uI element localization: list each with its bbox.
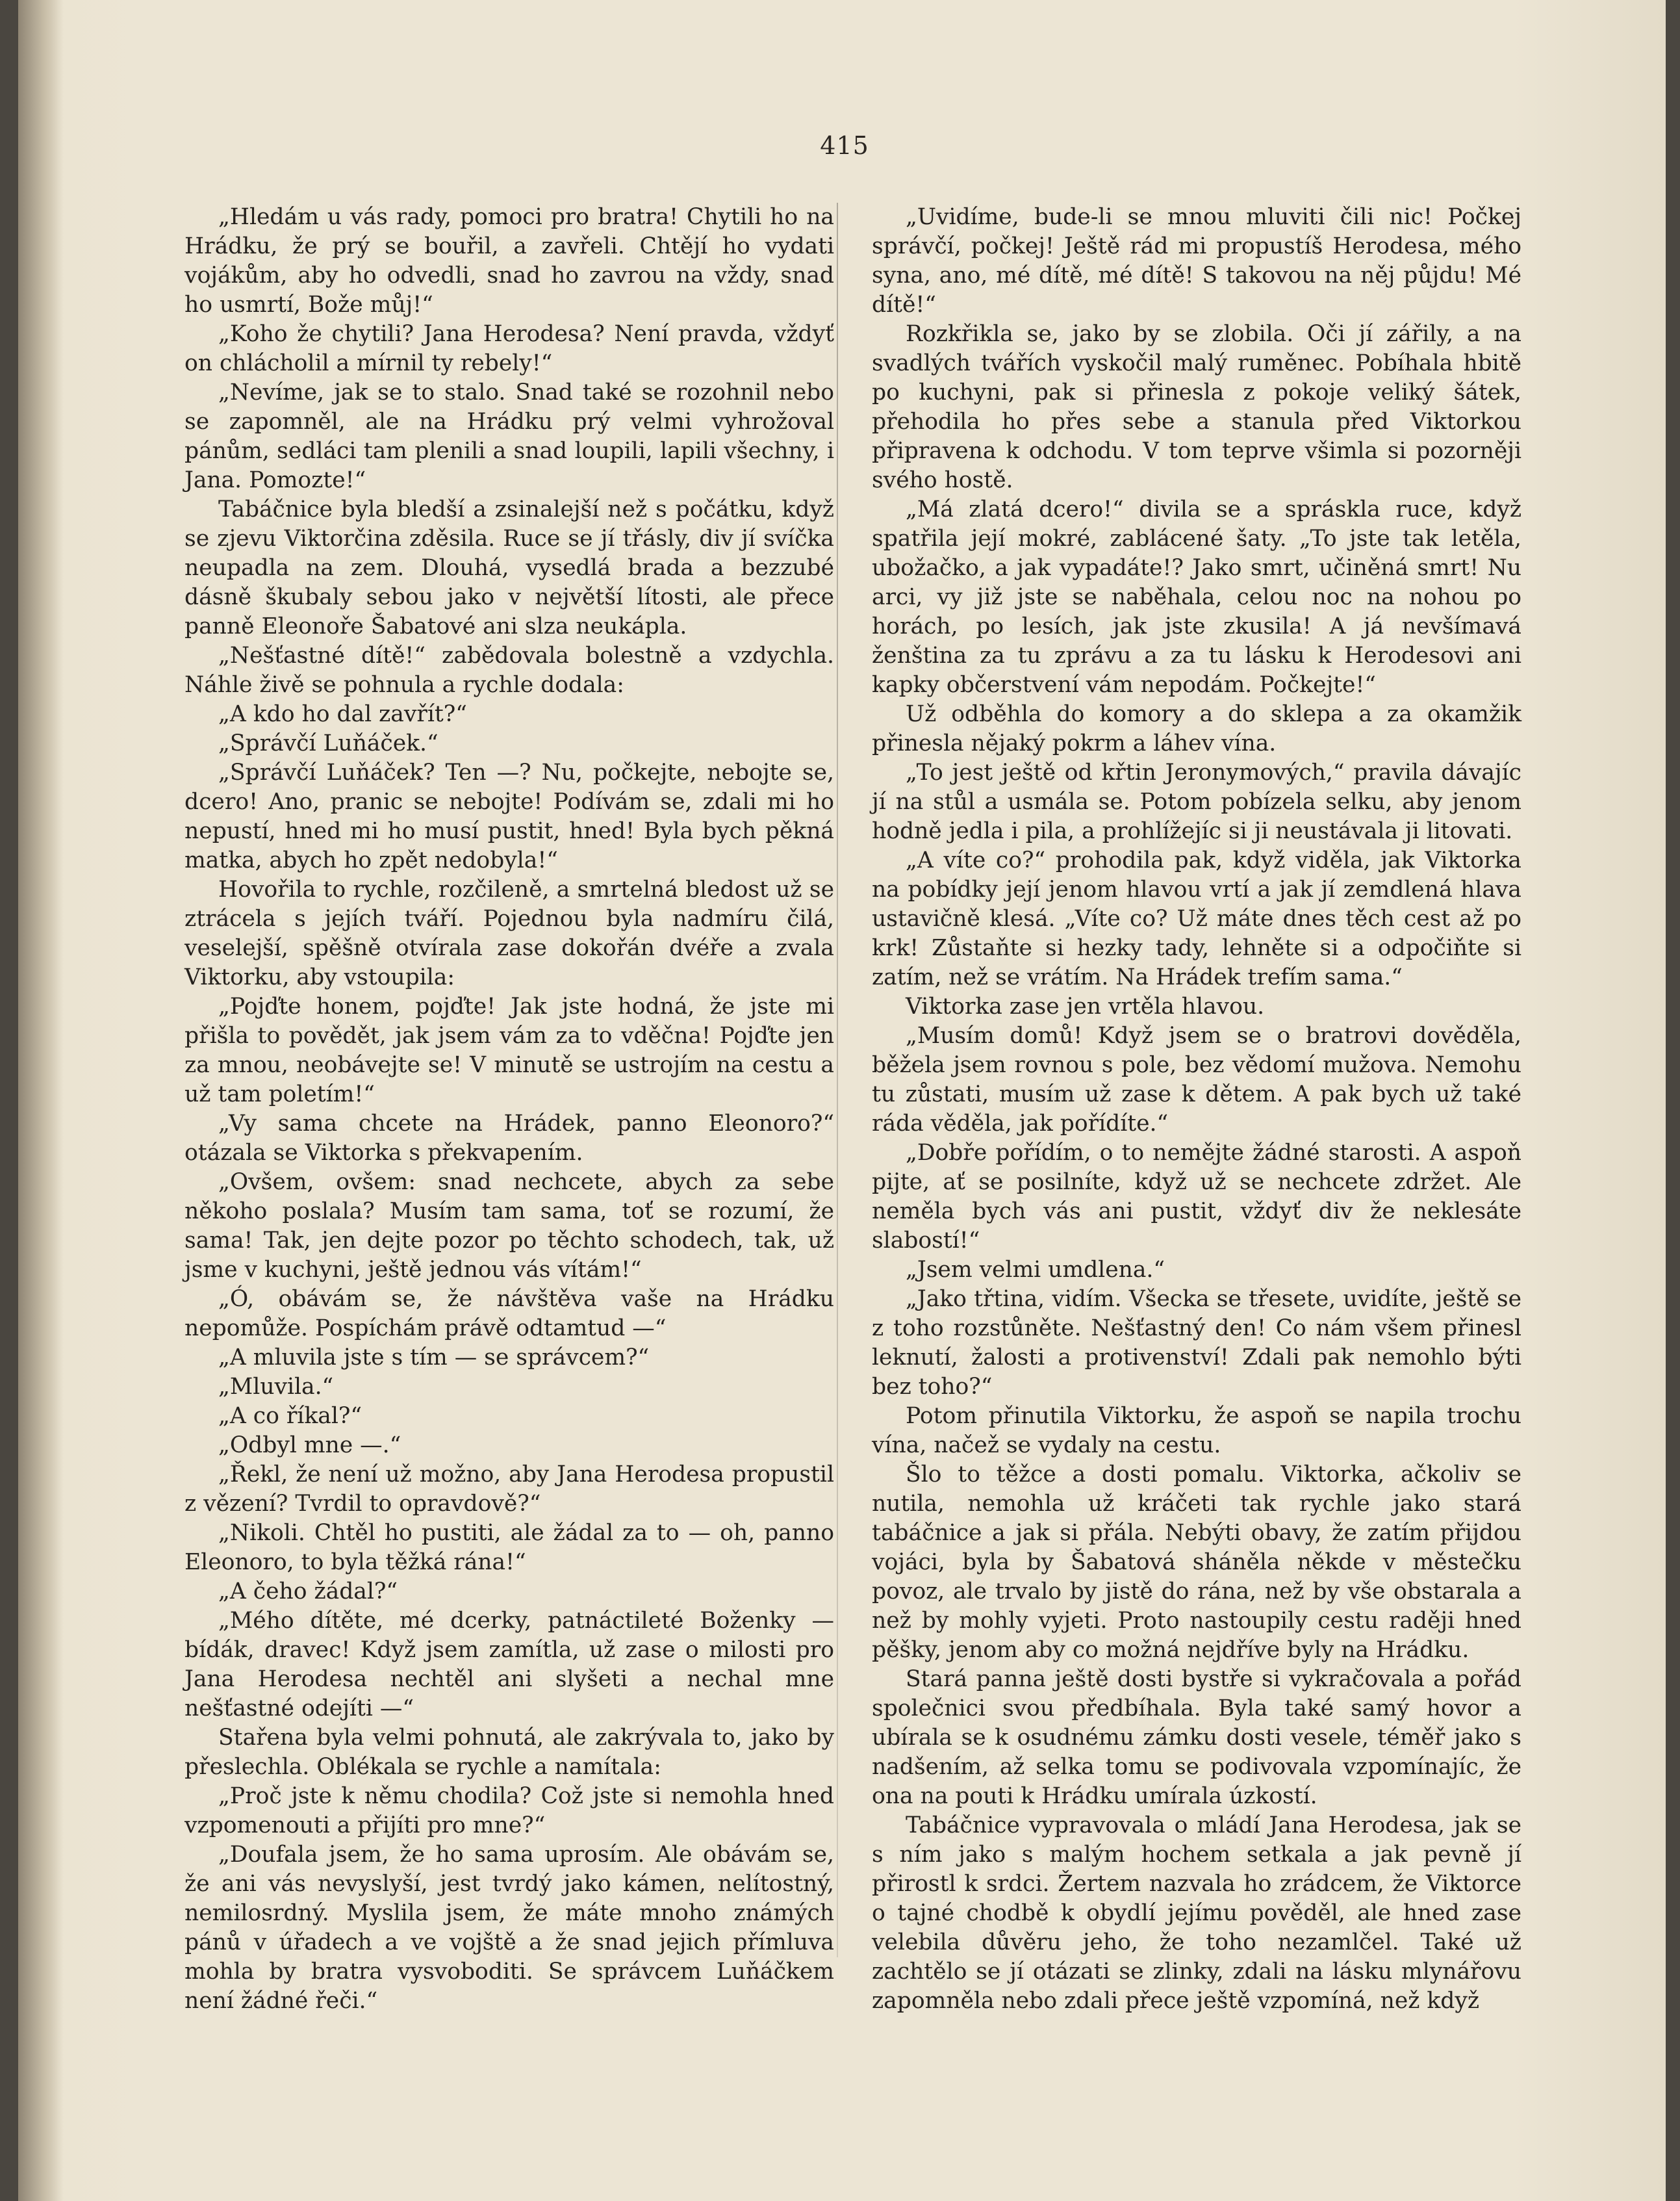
- paragraph: „Správčí Luňáček? Ten —? Nu, počkejte, nebojte se, dcero! Ano, pranic se nebojte! Podívám se, zdali mi ho nepustí, hned mi ho musí pustit, hned! Byla bych pěkná matka, abych ho zpět nedobyla!“: [185, 760, 834, 873]
- paragraph: „Vy sama chcete na Hrádek, panno Eleonoro?“ otázala se Viktorka s překvapením.: [185, 1111, 834, 1166]
- paragraph: Rozkřikla se, jako by se zlobila. Oči jí zářily, a na svadlých tvářích vyskočil malý ruměnec. Pobíhala hbitě po kuchyni, pak si přinesla z pokoje veliký šátek, přehodila ho přes sebe a stanula před Viktorkou připravena k odchodu. V tom teprve všimla si pozorněji svého hostě.: [872, 321, 1521, 493]
- paragraph: „A mluvila jste s tím — se správcem?“: [218, 1345, 650, 1371]
- paragraph: Potom přinutila Viktorku, že aspoň se napila trochu vína, načež se vydaly na cestu.: [872, 1403, 1521, 1458]
- paragraph: „Uvidíme, bude-li se mnou mluviti čili nic! Počkej správčí, počkej! Ještě rád mi propustíš Herodesa, mého syna, ano, mé dítě, mé dítě! S takovou na něj půjdu! Mé dítě!“: [872, 204, 1521, 318]
- paragraph: „Jako třtina, vidím. Všecka se třesete, uvidíte, ještě se z toho rozstůněte. Nešťastný den! Co nám všem přinesl leknutí, žalosti a protivenství! Zdali pak nemohlo býti bez toho?“: [872, 1286, 1521, 1400]
- paragraph: „Jsem velmi umdlena.“: [906, 1257, 1165, 1283]
- paragraph: „Hledám u vás rady, pomoci pro bratra! Chytili ho na Hrádku, že prý se bouřil, a zavřeli. Chtějí ho vydati vojákům, aby ho odvedli, snad ho zavrou na vždy, snad ho usmrtí, Bože můj!“: [185, 204, 834, 318]
- paragraph: Stará panna ještě dosti bystře si vykračovala a pořád společnici svou předbíhala. Byla také samý hovor a ubírala se k osudnému zámku dosti vesele, téměř jako s nadšením, až selka tomu se podivovala vzpomínajíc, že ona na pouti k Hrádku umírala úzkostí.: [872, 1666, 1521, 1809]
- paragraph: „A víte co?“ prohodila pak, když viděla, jak Viktorka na pobídky její jenom hlavou vrtí a jak jí zemdlená hlava ustavičně klesá. „Víte co? Už máte dnes těch cest až po krk! Zůstaňte si hezky tady, lehněte si a odpočiňte si zatím, než se vrátím. Na Hrádek trefím sama.“: [872, 847, 1521, 990]
- paragraph: „Řekl, že není už možno, aby Jana Herodesa propustil z vězení? Tvrdil to opravdově?“: [185, 1461, 834, 1517]
- paragraph: „A čeho žádal?“: [218, 1578, 398, 1604]
- left-text-column: [185, 203, 834, 2016]
- paragraph: Šlo to těžce a dosti pomalu. Viktorka, ačkoliv se nutila, nemohla už kráčeti tak rychle jako stará tabáčnice a jak si přála. Nebýti obavy, že zatím přijdou vojáci, byla by Šabatová sháněla někde v městečku povoz, ale trvalo by jistě do rána, než by vše obstarala a než by mohly vyjeti. Proto nastoupily cestu raději hned pěšky, jenom aby co možná nejdříve byly na Hrádku.: [872, 1461, 1521, 1663]
- paragraph: Hovořila to rychle, rozčileně, a smrtelná bledost už se ztrácela s jejích tváří. Pojednou byla nadmíru čilá, veselejší, spěšně otvírala zase dokořán dvéře a zvala Viktorku, aby vstoupila:: [185, 877, 834, 990]
- page-number: 415: [820, 131, 869, 160]
- paragraph: „Mého dítěte, mé dcerky, patnáctileté Boženky — bídák, dravec! Když jsem zamítla, už zase o milosti pro Jana Herodesa nechtěl ani slyšeti a nechal mne nešťastné odejíti —“: [185, 1608, 834, 1721]
- paragraph: Tabáčnice vypravovala o mládí Jana Herodesa, jak se s ním jako s malým hochem setkala a jak pevně jí přirostl k srdci. Žertem nazvala ho zrádcem, že Viktorce o tajné chodbě k obydlí jejímu pověděl, ale hned zase velebila důvěru jeho, že toho nezamlčel. Také už zachtělo se jí otázati se zlinky, zdali na lásku mlynářovu zapomněla nebo zdali přece ještě vzpomíná, než když: [872, 1812, 1521, 2014]
- paragraph: „Dobře pořídím, o to nemějte žádné starosti. A aspoň pijte, ať se posilníte, když už se nechcete zdržet. Ale neměla bych vás ani pustit, vždyť div že neklesáte slabostí!“: [872, 1140, 1521, 1254]
- paragraph: „Pojďte honem, pojďte! Jak jste hodná, že jste mi přišla to povědět, jak jsem vám za to vděčna! Pojďte jen za mnou, neobávejte se! V minutě se ustrojím na cestu a už tam poletím!“: [185, 994, 834, 1107]
- paragraph: Už odběhla do komory a do sklepa a za okamžik přinesla nějaký pokrm a láhev vína.: [872, 701, 1521, 756]
- right-text-column: [872, 203, 1521, 2016]
- paragraph: „Odbyl mne —.“: [218, 1432, 401, 1458]
- paragraph: „Musím domů! Když jsem se o bratrovi dověděla, běžela jsem rovnou s pole, bez vědomí mužova. Nemohu tu zůstati, musím už zase k dětem. A pak bych už také ráda věděla, jak pořídíte.“: [872, 1023, 1521, 1137]
- paragraph: „A co říkal?“: [218, 1403, 362, 1429]
- paragraph: Tabáčnice byla bledší a zsinalejší než s počátku, když se zjevu Viktorčina zděsila. Ruce se jí třásly, div jí svíčka neupadla na zem. Dlouhá, vysedlá brada a bezzubé dásně škubaly sebou jako v největší lítosti, ale přece panně Eleonoře Šabatové ani slza neukápla.: [185, 496, 834, 639]
- paragraph: „Má zlatá dcero!“ divila se a spráskla ruce, když spatřila její mokré, zablácené šaty. „To jste tak letěla, ubožačko, a jak vypadáte!? Jako smrt, učiněná smrt! Nu arci, vy již jste se naběhala, celou noc na nohou po horách, po lesích, jak jste zkusila! A já nevšímavá ženština za tu zprávu a za tu lásku k Herodesovi ani kapky občerstvení vám nepodám. Počkejte!“: [872, 496, 1521, 698]
- paragraph: „Doufala jsem, že ho sama uprosím. Ale obávám se, že ani vás nevyslyší, jest tvrdý jako kámen, nelítostný, nemilosrdný. Myslila jsem, že máte mnoho známých pánů v úřadech a ve vojště a že snad jejich přímluva mohla by bratra vysvoboditi. Se správcem Luňáčkem není žádné řeči.“: [185, 1842, 834, 2014]
- paragraph: „To jest ještě od křtin Jeronymových,“ pravila dávajíc jí na stůl a usmála se. Potom pobízela selku, aby jenom hodně jedla i pila, a prohlížejíc si ji neustávala ji litovati.: [872, 760, 1521, 844]
- paragraph: „Ó, obávám se, že návštěva vaše na Hrádku nepomůže. Pospíchám právě odtamtud —“: [185, 1286, 834, 1341]
- paragraph: „Nešťastné dítě!“ zabědovala bolestně a vzdychla. Náhle živě se pohnula a rychle dodala:: [185, 643, 834, 698]
- column-divider: [837, 203, 838, 1957]
- paragraph: „Koho že chytili? Jana Herodesa? Není pravda, vždyť on chlácholil a mírnil ty rebely!“: [185, 321, 834, 376]
- paragraph: „Proč jste k němu chodila? Což jste si nemohla hned vzpomenouti a přijíti pro mne?“: [185, 1783, 834, 1838]
- paragraph: „Správčí Luňáček.“: [218, 730, 439, 756]
- paragraph: „Ovšem, ovšem: snad nechcete, abych za sebe někoho poslala? Musím tam sama, toť se rozumí, že sama! Tak, jen dejte pozor po těchto schodech, tak, už jsme v kuchyni, ještě jednou vás vítám!“: [185, 1169, 834, 1283]
- book-gutter-shadow: [18, 0, 64, 2201]
- paragraph: Stařena byla velmi pohnutá, ale zakrývala to, jako by přeslechla. Oblékala se rychle a namítala:: [185, 1725, 834, 1780]
- paragraph: „Nevíme, jak se to stalo. Snad také se rozohnil nebo se zapomněl, ale na Hrádku prý velmi vyhrožoval pánům, sedláci tam plenili a snad loupili, lapili všechny, i Jana. Pomozte!“: [185, 380, 834, 493]
- paragraph: „Mluvila.“: [218, 1374, 334, 1400]
- paragraph: „Nikoli. Chtěl ho pustiti, ale žádal za to — oh, panno Eleonoro, to byla těžká rána!“: [185, 1520, 834, 1575]
- paragraph: „A kdo ho dal zavřít?“: [218, 701, 467, 727]
- paragraph: Viktorka zase jen vrtěla hlavou.: [906, 994, 1265, 1020]
